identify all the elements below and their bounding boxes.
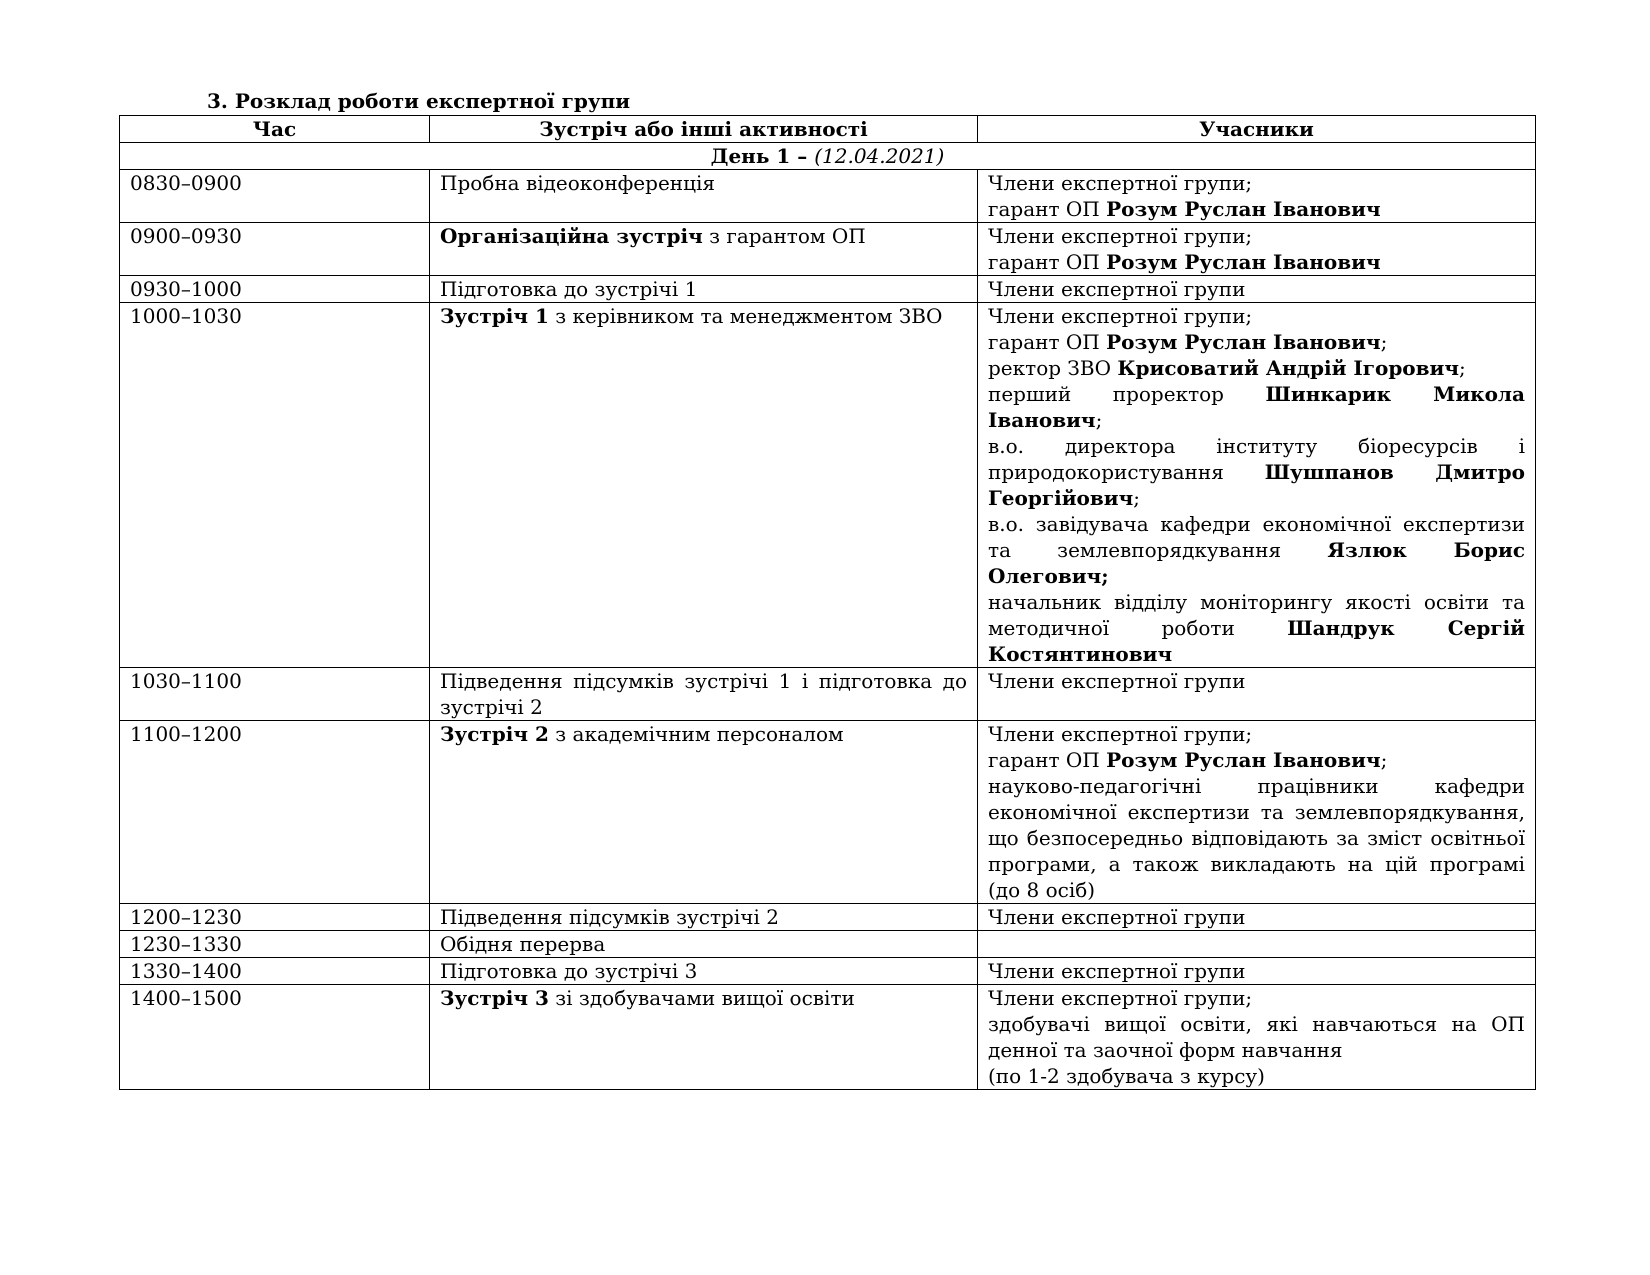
activity-cell	[430, 223, 978, 276]
participant-line	[988, 511, 1525, 589]
participant-punct: ;	[1380, 330, 1388, 354]
time-cell: 1030–1100	[120, 668, 430, 721]
time-cell: 0900–0930	[120, 223, 430, 276]
schedule-row	[120, 170, 1536, 223]
participant-role: науково-педагогічні працівники кафедри економічної експертизи та землевпорядкування, що безпосередньо відповідають за зміст освітньої програми, а також викладають на цій програмі (до 8 осіб)	[988, 774, 1525, 902]
participant-line	[988, 747, 1525, 773]
activity-text: з академічним персоналом	[548, 722, 844, 746]
participant-line	[988, 276, 1525, 302]
participant-role: в.о. завідувача кафедри економічної експертизи та землевпорядкування	[988, 512, 1525, 562]
participant-line	[988, 1011, 1525, 1063]
activity-text: Підведення підсумків зустрічі 1 і підготовка до зустрічі 2	[440, 669, 967, 719]
activity-cell	[430, 931, 978, 958]
activity-bold: Зустріч 3	[440, 986, 549, 1010]
participants-cell	[978, 668, 1536, 721]
activity-cell	[430, 668, 978, 721]
participants-cell	[978, 958, 1536, 985]
participant-role: в.о. директора інституту біоресурсів і природокористування	[988, 434, 1525, 484]
header-time: Час	[120, 116, 430, 143]
activity-bold: Зустріч 1	[440, 304, 549, 328]
participant-line	[988, 668, 1525, 694]
time-cell: 1200–1230	[120, 904, 430, 931]
schedule-row	[120, 958, 1536, 985]
participant-line	[988, 303, 1525, 329]
participants-cell	[978, 276, 1536, 303]
activity-text: Підведення підсумків зустрічі 2	[440, 905, 779, 929]
activity-text: з гарантом ОП	[702, 224, 866, 248]
participant-role: гарант ОП	[988, 330, 1107, 354]
participants-cell	[978, 721, 1536, 904]
activity-cell	[430, 958, 978, 985]
day-date: (12.04.2021)	[814, 144, 945, 168]
participant-role: Члени експертної групи	[988, 669, 1246, 693]
participant-line	[988, 773, 1525, 903]
day-cell	[120, 143, 1536, 170]
schedule-row	[120, 721, 1536, 904]
schedule-row	[120, 985, 1536, 1090]
time-cell: 1330–1400	[120, 958, 430, 985]
participant-punct: ;	[1095, 408, 1103, 432]
participant-role: гарант ОП	[988, 748, 1107, 772]
participant-line	[988, 381, 1525, 433]
schedule-row	[120, 668, 1536, 721]
participant-role: гарант ОП	[988, 250, 1107, 274]
participant-name: Язлюк Борис Олегович;	[988, 538, 1526, 588]
participant-line	[988, 170, 1525, 196]
activity-cell	[430, 276, 978, 303]
participant-name: Крисоватий Андрій Ігорович	[1117, 356, 1460, 380]
time-cell: 1000–1030	[120, 303, 430, 668]
participants-cell	[978, 904, 1536, 931]
activity-cell	[430, 721, 978, 904]
activity-cell	[430, 904, 978, 931]
participant-punct: ;	[1459, 356, 1466, 380]
time-cell: 0830–0900	[120, 170, 430, 223]
schedule-row	[120, 904, 1536, 931]
participant-line	[988, 196, 1525, 222]
day-row	[120, 143, 1536, 170]
participant-role: Члени експертної групи;	[988, 986, 1253, 1010]
participant-role: Члени експертної групи	[988, 959, 1246, 983]
participant-name: Шандрук Сергій Костянтинович	[988, 616, 1526, 666]
participant-line	[988, 985, 1525, 1011]
participant-line	[988, 355, 1525, 381]
time-cell: 0930–1000	[120, 276, 430, 303]
activity-text: зі здобувачами вищої освіти	[548, 986, 855, 1010]
schedule-row	[120, 931, 1536, 958]
participant-role: Члени експертної групи;	[988, 304, 1253, 328]
participant-role: Члени експертної групи;	[988, 224, 1253, 248]
participant-name: Шинкарик Микола Іванович	[988, 382, 1525, 432]
time-cell: 1100–1200	[120, 721, 430, 904]
participant-role: Члени експертної групи;	[988, 722, 1253, 746]
participant-name: Розум Руслан Іванович	[1106, 250, 1381, 274]
participant-line	[988, 223, 1525, 249]
participants-cell	[978, 303, 1536, 668]
participant-name: Шушпанов Дмитро Георгійович	[988, 460, 1525, 510]
activity-text: з керівником та менеджментом ЗВО	[548, 304, 943, 328]
activity-bold: Організаційна зустріч	[440, 224, 703, 248]
schedule-row	[120, 276, 1536, 303]
participant-line	[988, 958, 1525, 984]
participant-role: Члени експертної групи	[988, 277, 1246, 301]
participant-line	[988, 433, 1525, 511]
header-participants: Учасники	[978, 116, 1536, 143]
participant-role: ректор ЗВО	[988, 356, 1118, 380]
schedule-row	[120, 223, 1536, 276]
participant-role: (по 1-2 здобувача з курсу)	[988, 1064, 1265, 1088]
time-cell: 1230–1330	[120, 931, 430, 958]
activity-text: Обідня перерва	[440, 932, 606, 956]
participants-cell	[978, 170, 1536, 223]
participant-line	[988, 1063, 1525, 1089]
participant-line	[988, 329, 1525, 355]
participant-role: Члени експертної групи;	[988, 171, 1253, 195]
activity-cell	[430, 303, 978, 668]
participant-line	[988, 904, 1525, 930]
activity-text: Пробна відеоконференція	[440, 171, 715, 195]
participant-name: Розум Руслан Іванович	[1106, 197, 1381, 221]
section-title: 3. Розклад роботи експертної групи	[207, 89, 631, 113]
participant-role: начальник відділу моніторингу якості освіти та методичної роботи	[988, 590, 1525, 640]
participant-role: гарант ОП	[988, 197, 1107, 221]
participants-cell	[978, 931, 1536, 958]
participant-name: Розум Руслан Іванович	[1106, 330, 1381, 354]
activity-bold: Зустріч 2	[440, 722, 549, 746]
activity-cell	[430, 170, 978, 223]
participant-line	[988, 721, 1525, 747]
time-cell: 1400–1500	[120, 985, 430, 1090]
participants-cell	[978, 223, 1536, 276]
schedule-table	[119, 115, 1536, 1090]
activity-cell	[430, 985, 978, 1090]
participant-line	[988, 589, 1525, 667]
participant-punct: ;	[1133, 486, 1141, 510]
day-label: День 1 –	[710, 144, 808, 168]
schedule-row	[120, 303, 1536, 668]
participant-role: Члени експертної групи	[988, 905, 1246, 929]
participant-name: Розум Руслан Іванович	[1106, 748, 1381, 772]
header-activity: Зустріч або інші активності	[430, 116, 978, 143]
activity-text: Підготовка до зустрічі 3	[440, 959, 698, 983]
activity-text: Підготовка до зустрічі 1	[440, 277, 698, 301]
participant-punct: ;	[1380, 748, 1388, 772]
participant-role: здобувачі вищої освіти, які навчаються на ОП денної та заочної форм навчання	[988, 1012, 1525, 1062]
participant-role: перший проректор	[988, 382, 1266, 406]
header-row	[120, 116, 1536, 143]
participants-cell	[978, 985, 1536, 1090]
participant-line	[988, 249, 1525, 275]
